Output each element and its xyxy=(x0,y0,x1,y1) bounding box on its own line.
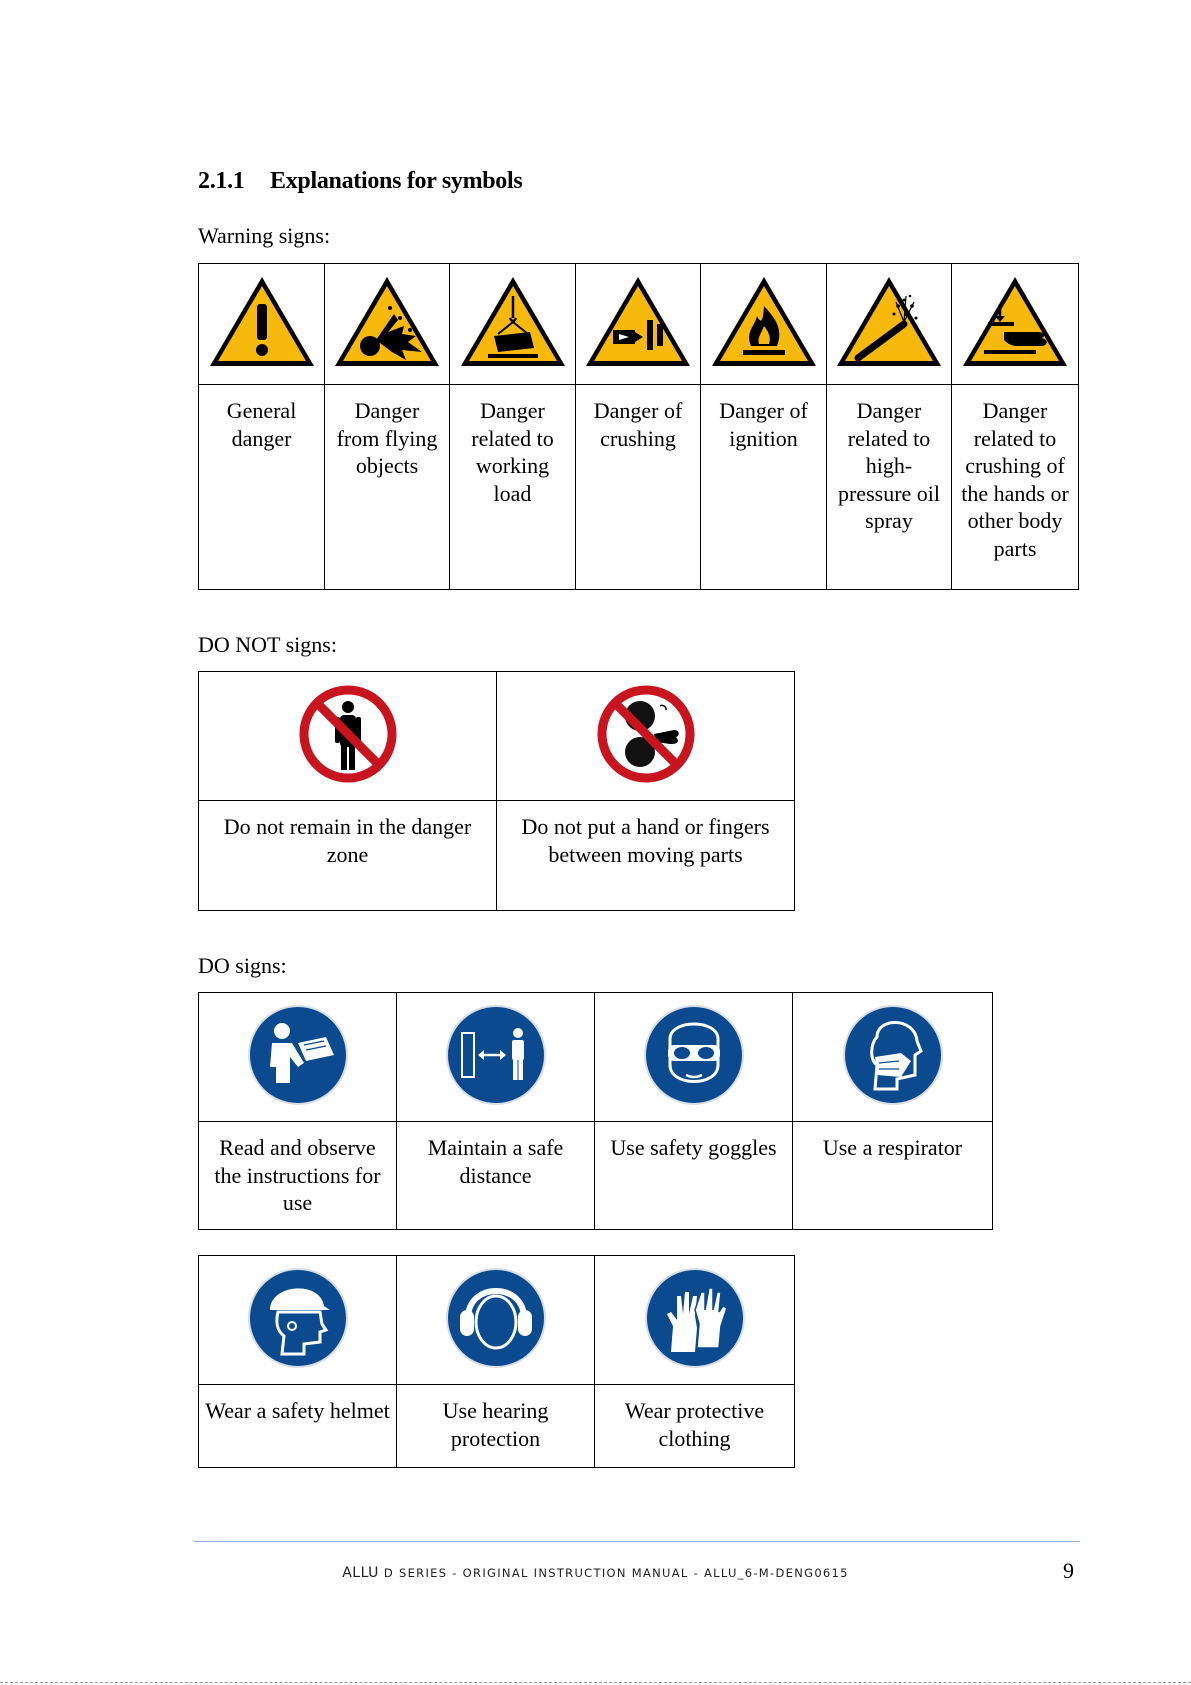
do-icon-cell xyxy=(595,993,793,1122)
do-icon-cell xyxy=(397,993,595,1122)
page-number: 9 xyxy=(1063,1558,1074,1583)
helmet-icon xyxy=(246,1266,350,1370)
do-not-signs-table xyxy=(198,671,795,911)
warning-caption: Danger related to high-pressure oil spray xyxy=(827,385,952,590)
do-icon-cell xyxy=(199,993,397,1122)
do-caption: Use hearing protection xyxy=(397,1385,595,1468)
gloves-icon xyxy=(643,1266,747,1370)
no-person-icon xyxy=(296,682,400,786)
page-bottom-rule xyxy=(0,1682,1191,1683)
warning-icon-cell xyxy=(450,264,576,385)
hand-crushing-icon xyxy=(960,274,1070,370)
do-signs-label: DO signs: xyxy=(198,953,287,978)
flying-objects-icon xyxy=(332,274,442,370)
do-not-signs-label: DO NOT signs: xyxy=(198,632,337,657)
do-not-icon-cell xyxy=(497,672,795,801)
warning-caption: Danger related to crushing of the hands or other body parts xyxy=(952,385,1079,590)
working-load-icon xyxy=(458,274,568,370)
warning-icon-cell xyxy=(701,264,827,385)
warning-icon-cell xyxy=(952,264,1079,385)
footer-brand: ALLU xyxy=(342,1565,379,1581)
warning-caption: Danger of crushing xyxy=(576,385,701,590)
warning-caption: Danger of ignition xyxy=(701,385,827,590)
oil-spray-icon xyxy=(834,274,944,370)
warning-caption: Danger from flying objects xyxy=(325,385,450,590)
section-title: Explanations for symbols xyxy=(270,168,523,194)
do-not-caption: Do not put a hand or fingers between moving parts xyxy=(497,801,795,911)
read-manual-icon xyxy=(246,1003,350,1107)
do-caption: Wear a safety helmet xyxy=(199,1385,397,1468)
warning-caption: General danger xyxy=(199,385,325,590)
warning-icon-cell xyxy=(576,264,701,385)
respirator-icon xyxy=(841,1003,945,1107)
do-not-caption: Do not remain in the danger zone xyxy=(199,801,497,911)
do-caption: Wear protective clothing xyxy=(595,1385,795,1468)
ignition-icon xyxy=(709,274,819,370)
no-hand-icon xyxy=(594,682,698,786)
footer-divider xyxy=(194,1541,1080,1542)
warning-icon-cell xyxy=(325,264,450,385)
safe-distance-icon xyxy=(444,1003,548,1107)
do-icon-cell xyxy=(397,1256,595,1385)
do-icon-cell xyxy=(793,993,993,1122)
footer-text: D SERIES - ORIGINAL INSTRUCTION MANUAL - ALLU_6-M-DENG0615 xyxy=(383,1566,849,1580)
section-number: 2.1.1 xyxy=(198,168,245,194)
general-danger-icon xyxy=(207,274,317,370)
warning-signs-label: Warning signs: xyxy=(198,223,331,248)
goggles-icon xyxy=(642,1003,746,1107)
hearing-protection-icon xyxy=(444,1266,548,1370)
footer xyxy=(0,1565,1191,1581)
do-not-icon-cell xyxy=(199,672,497,801)
warning-signs-table xyxy=(198,263,1079,590)
do-caption: Read and observe the instructions for use xyxy=(199,1122,397,1230)
warning-icon-cell xyxy=(827,264,952,385)
do-icon-cell xyxy=(595,1256,795,1385)
section-heading xyxy=(198,168,522,195)
do-icon-cell xyxy=(199,1256,397,1385)
warning-icon-cell xyxy=(199,264,325,385)
do-caption: Use a respirator xyxy=(793,1122,993,1230)
do-signs-table xyxy=(198,992,993,1230)
do-caption: Use safety goggles xyxy=(595,1122,793,1230)
warning-caption: Danger related to working load xyxy=(450,385,576,590)
crushing-icon xyxy=(583,274,693,370)
do-signs-table-2 xyxy=(198,1255,795,1468)
do-caption: Maintain a safe distance xyxy=(397,1122,595,1230)
